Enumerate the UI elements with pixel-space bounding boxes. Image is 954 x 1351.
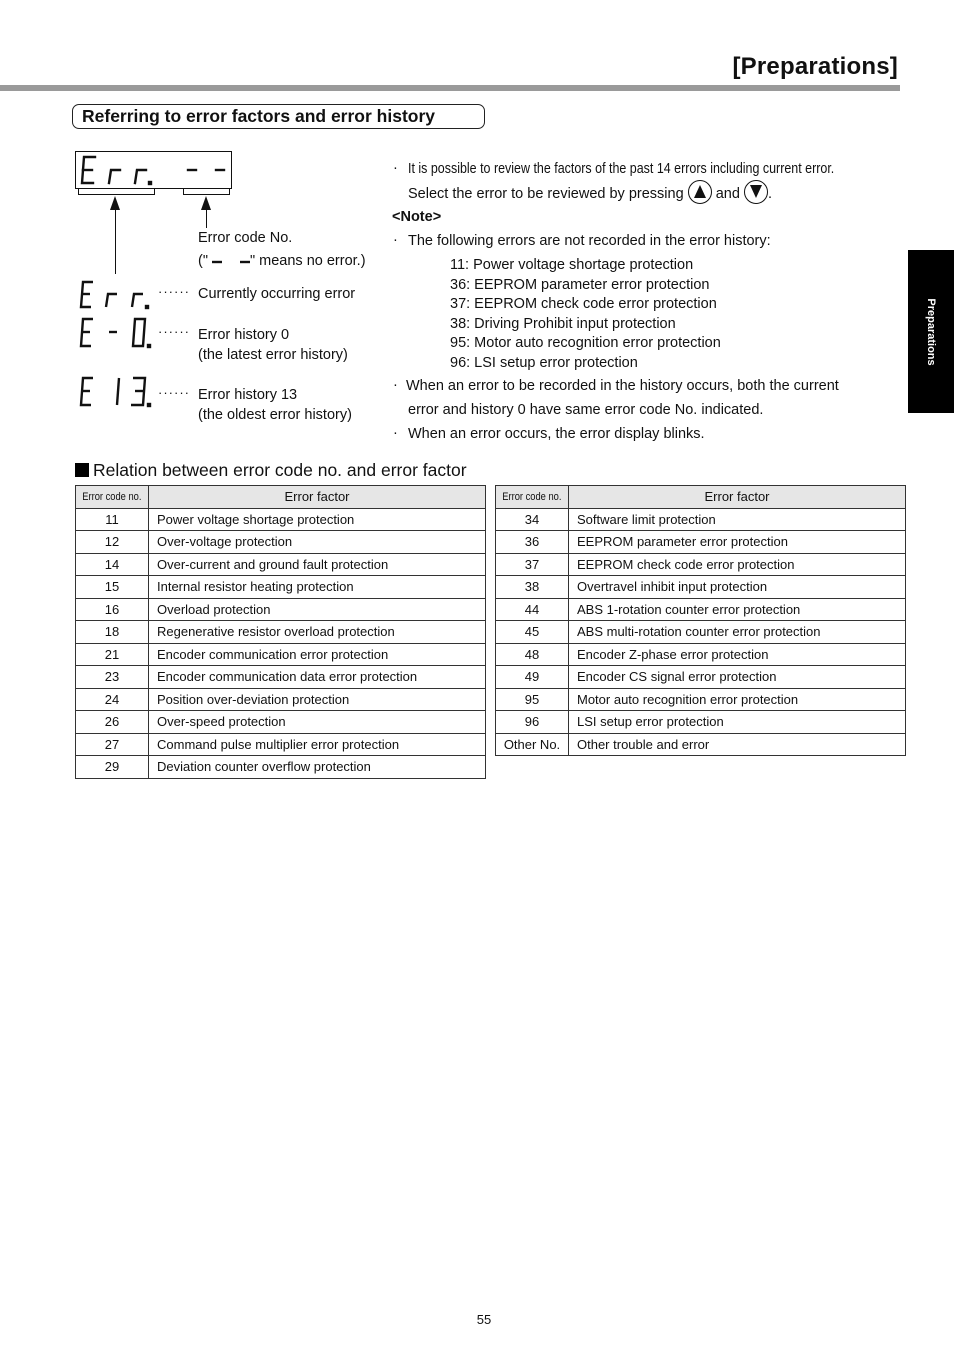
led-main-segments bbox=[76, 152, 231, 188]
error-factor: Other trouble and error bbox=[569, 733, 906, 756]
error-code: 96 bbox=[496, 711, 569, 734]
header-rule bbox=[0, 85, 900, 91]
not-recorded-item: 11: Power voltage shortage protection bbox=[450, 257, 694, 273]
error-table-left bbox=[75, 485, 486, 779]
up-button-icon bbox=[688, 180, 712, 204]
table-row bbox=[76, 666, 486, 689]
table-row bbox=[496, 711, 906, 734]
relation-heading bbox=[75, 460, 467, 481]
square-bullet-icon bbox=[75, 463, 89, 477]
table-row bbox=[76, 553, 486, 576]
bullet: · bbox=[393, 232, 398, 248]
error-factor: LSI setup error protection bbox=[569, 711, 906, 734]
col-factor-header: Error factor bbox=[149, 486, 486, 509]
table-row bbox=[496, 688, 906, 711]
leader-dots: ······ bbox=[158, 284, 190, 299]
history-note-line2: error and history 0 have same error code No. indicated. bbox=[408, 402, 764, 418]
led-e13-segments bbox=[77, 375, 155, 409]
not-recorded-item: 38: Driving Prohibit input protection bbox=[450, 315, 676, 332]
error-factor: Encoder Z-phase error protection bbox=[569, 643, 906, 666]
bullet: · bbox=[393, 425, 398, 441]
table-row bbox=[76, 711, 486, 734]
leader-dots: ······ bbox=[158, 324, 190, 339]
table-row bbox=[76, 643, 486, 666]
not-recorded-item: 95: Motor auto recognition error protection bbox=[450, 335, 721, 351]
error-factor: Deviation counter overflow protection bbox=[149, 756, 486, 779]
no-error-note bbox=[198, 251, 366, 271]
table-row bbox=[496, 531, 906, 554]
error-code: 24 bbox=[76, 688, 149, 711]
error-factor: Encoder communication data error protection bbox=[149, 666, 486, 689]
error-code: 38 bbox=[496, 576, 569, 599]
error-factor: Overtravel inhibit input protection bbox=[569, 576, 906, 599]
error-code: 48 bbox=[496, 643, 569, 666]
side-tab-label: Preparations bbox=[925, 297, 937, 366]
error-code: 34 bbox=[496, 508, 569, 531]
error-code: 16 bbox=[76, 598, 149, 621]
error-code: 27 bbox=[76, 733, 149, 756]
error-factor: Internal resistor heating protection bbox=[149, 576, 486, 599]
table-row bbox=[76, 733, 486, 756]
error-factor: Encoder CS signal error protection bbox=[569, 666, 906, 689]
and-text: and bbox=[715, 185, 740, 202]
not-recorded-item: 36: EEPROM parameter error protection bbox=[450, 276, 710, 293]
col-code-header: Error code no. bbox=[76, 486, 149, 509]
section-title: Referring to error factors and error history bbox=[72, 104, 485, 129]
table-row bbox=[496, 576, 906, 599]
error-code: 15 bbox=[76, 576, 149, 599]
error-table-right bbox=[495, 485, 906, 756]
table-row bbox=[76, 598, 486, 621]
blink-note: When an error occurs, the error display blinks. bbox=[408, 426, 705, 442]
error-factor: ABS multi-rotation counter error protection bbox=[569, 621, 906, 644]
current-error-label: Currently occurring error bbox=[198, 286, 356, 302]
error-factor: Power voltage shortage protection bbox=[149, 508, 486, 531]
table-row bbox=[496, 553, 906, 576]
error-factor: Encoder communication error protection bbox=[149, 643, 486, 666]
error-code: 26 bbox=[76, 711, 149, 734]
not-recorded-item: 96: LSI setup error protection bbox=[450, 354, 638, 371]
display-bracket-left bbox=[78, 188, 155, 195]
down-button-icon bbox=[744, 180, 768, 204]
table-row bbox=[76, 621, 486, 644]
note-heading: <Note> bbox=[392, 209, 442, 225]
page-title: [Preparations] bbox=[732, 53, 898, 80]
error-code: 14 bbox=[76, 553, 149, 576]
table-row bbox=[496, 643, 906, 666]
dash-dash-icon bbox=[208, 253, 250, 267]
table-row bbox=[496, 621, 906, 644]
history-note-line1: When an error to be recorded in the history occurs, both the current bbox=[406, 378, 839, 394]
error-code: 23 bbox=[76, 666, 149, 689]
error-code: 49 bbox=[496, 666, 569, 689]
intro-text: It is possible to review the factors of the past 14 errors including current error. bbox=[408, 161, 835, 177]
no-error-suffix: " means no error.) bbox=[249, 253, 366, 269]
led-err-segments bbox=[77, 279, 155, 311]
col-factor-header: Error factor bbox=[569, 486, 906, 509]
table-row bbox=[496, 508, 906, 531]
table-row bbox=[496, 733, 906, 756]
error-code: 36 bbox=[496, 531, 569, 554]
error-code: 95 bbox=[496, 688, 569, 711]
table-row bbox=[76, 508, 486, 531]
col-code-header: Error code no. bbox=[496, 486, 569, 509]
error-factor: Software limit protection bbox=[569, 508, 906, 531]
error-code: 37 bbox=[496, 553, 569, 576]
error-factor: Motor auto recognition error protection bbox=[569, 688, 906, 711]
leader-dots: ······ bbox=[158, 385, 190, 400]
led-e-0-segments bbox=[77, 316, 155, 350]
error-code: 18 bbox=[76, 621, 149, 644]
not-recorded-item: 37: EEPROM check code error protection bbox=[450, 296, 717, 312]
error-factor: Overload protection bbox=[149, 598, 486, 621]
side-tab bbox=[908, 250, 954, 413]
error-code: 21 bbox=[76, 643, 149, 666]
display-bracket-right bbox=[183, 188, 230, 195]
error-code: 29 bbox=[76, 756, 149, 779]
arrow-left-line bbox=[115, 208, 116, 274]
error-code: 44 bbox=[496, 598, 569, 621]
error-code: 11 bbox=[76, 508, 149, 531]
history13-sublabel: (the oldest error history) bbox=[198, 407, 352, 423]
table-row bbox=[76, 688, 486, 711]
error-factor: Over-voltage protection bbox=[149, 531, 486, 554]
bullet: · bbox=[393, 160, 398, 176]
no-error-prefix: (" bbox=[198, 253, 208, 269]
table-header-row bbox=[76, 486, 486, 509]
led-display bbox=[75, 151, 232, 189]
error-factor: Position over-deviation protection bbox=[149, 688, 486, 711]
table-row bbox=[496, 666, 906, 689]
history0-label: Error history 0 bbox=[198, 327, 290, 343]
not-recorded-text: The following errors are not recorded in the error history: bbox=[408, 233, 771, 249]
period-text: . bbox=[767, 185, 772, 202]
error-code: 12 bbox=[76, 531, 149, 554]
error-code-label: Error code No. bbox=[198, 230, 293, 246]
error-factor: Command pulse multiplier error protection bbox=[149, 733, 486, 756]
history0-sublabel: (the latest error history) bbox=[198, 347, 348, 363]
bullet: · bbox=[393, 377, 398, 393]
arrow-right-line bbox=[206, 208, 207, 228]
history13-label: Error history 13 bbox=[198, 387, 298, 403]
select-text: Select the error to be reviewed by pressing bbox=[408, 185, 684, 202]
table-row bbox=[76, 576, 486, 599]
error-factor: Over-current and ground fault protection bbox=[149, 553, 486, 576]
error-factor: ABS 1-rotation counter error protection bbox=[569, 598, 906, 621]
select-instruction bbox=[408, 182, 772, 206]
error-factor: EEPROM check code error protection bbox=[569, 553, 906, 576]
error-factor: Regenerative resistor overload protection bbox=[149, 621, 486, 644]
page-number: 55 bbox=[476, 1312, 492, 1327]
table-row bbox=[76, 531, 486, 554]
error-code: Other No. bbox=[496, 733, 569, 756]
error-factor: Over-speed protection bbox=[149, 711, 486, 734]
error-factor: EEPROM parameter error protection bbox=[569, 531, 906, 554]
table-row bbox=[76, 756, 486, 779]
error-code: 45 bbox=[496, 621, 569, 644]
table-header-row bbox=[496, 486, 906, 509]
relation-heading-text: Relation between error code no. and error factor bbox=[93, 460, 467, 480]
table-row bbox=[496, 598, 906, 621]
